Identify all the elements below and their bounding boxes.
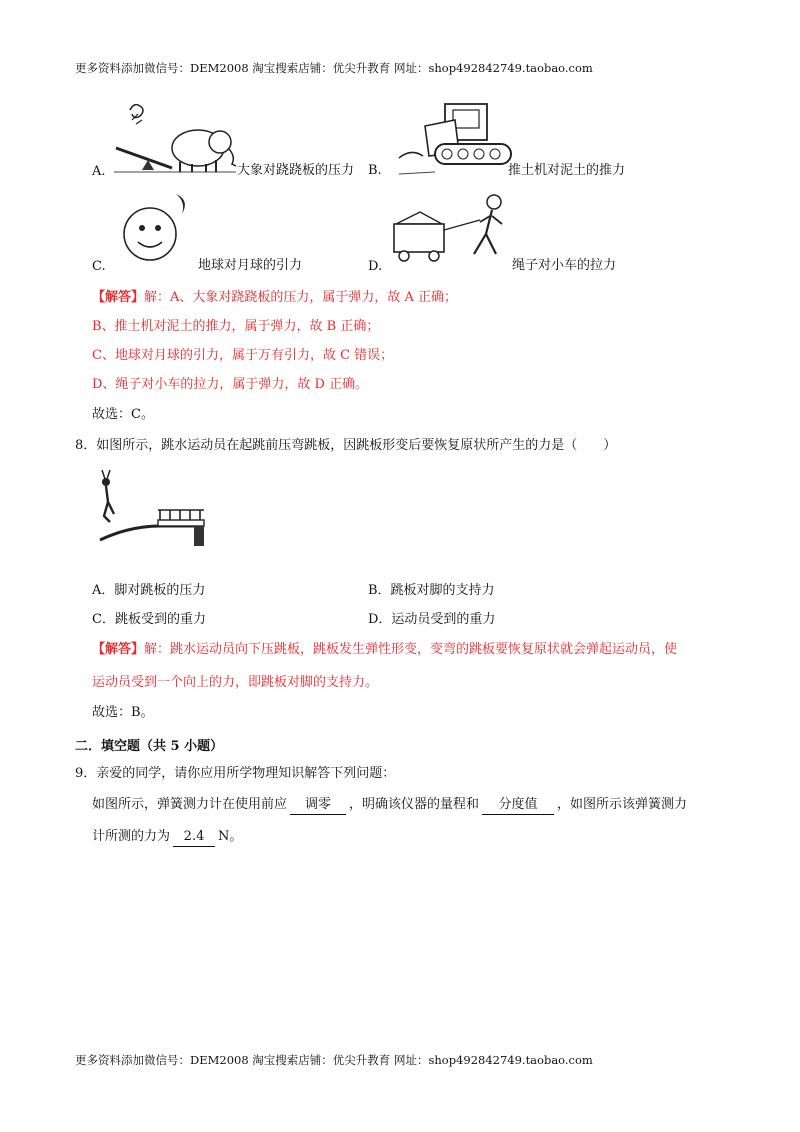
answer-label: 【解答】 xyxy=(92,642,145,657)
q7-answer-line-2: B、推土机对泥土的推力，属于弹力，故 B 正确； xyxy=(92,319,380,334)
q7-option-d-letter: D. xyxy=(368,259,383,274)
q9-line-1: 如图所示，弹簧测力计在使用前应 调零 ，明确该仪器的量程和 分度值 ，如图所示该弹簧测力 xyxy=(92,796,687,815)
q7-answer-line-3: C、地球对月球的引力，属于万有引力，故 C 错误； xyxy=(92,348,394,363)
q8-option-c: C．跳板受到的重力 xyxy=(92,612,206,627)
q7-answer-line-4: D、绳子对小车的拉力，属于弹力，故 D 正确。 xyxy=(92,377,369,392)
answer-label: 【解答】 xyxy=(92,290,145,305)
q7-option-c-letter: C. xyxy=(92,259,106,274)
elephant-seesaw-figure xyxy=(112,98,240,178)
q7-option-a-text: 大象对跷跷板的压力 xyxy=(237,163,355,178)
page-footer: 更多资料添加微信号：DEM2008 淘宝搜索店铺：优尖升教育 网址：shop492842749.taobao.com xyxy=(75,1053,593,1067)
q7-answer-line-1: 【解答】解：A、大象对跷跷板的压力，属于弹力，故 A 正确； xyxy=(92,290,458,305)
q8-stem: 8．如图所示，跳水运动员在起跳前压弯跳板，因跳板形变后要恢复原状所产生的力是（ ） xyxy=(75,438,617,453)
q7-option-b-text: 推土机对泥土的推力 xyxy=(508,163,626,178)
blank-2: 分度值 xyxy=(482,796,554,815)
q7-option-a-letter: A. xyxy=(92,164,106,179)
section-title: 二．填空题（共 5 小题） xyxy=(75,739,224,754)
q7-option-d-text: 绳子对小车的拉力 xyxy=(512,258,617,273)
diving-board-figure xyxy=(98,470,210,548)
q7-choice: 故选：C。 xyxy=(92,407,154,422)
bulldozer-figure xyxy=(395,96,515,184)
q8-choice: 故选：B。 xyxy=(92,705,154,720)
q9-stem: 9．亲爱的同学，请你应用所学物理知识解答下列问题： xyxy=(75,766,396,781)
blank-1: 调零 xyxy=(290,796,346,815)
cart-pull-figure xyxy=(390,190,518,272)
q7-option-b-letter: B. xyxy=(368,163,382,178)
q8-option-a: A．脚对跳板的压力 xyxy=(92,583,206,598)
q8-option-b: B．跳板对脚的支持力 xyxy=(368,583,495,598)
q8-option-d: D．运动员受到的重力 xyxy=(368,612,496,627)
q9-line-2: 计所测的力为 2.4 N。 xyxy=(92,828,242,847)
page-header: 更多资料添加微信号：DEM2008 淘宝搜索店铺：优尖升教育 网址：shop492842749.taobao.com xyxy=(75,61,593,75)
earth-moon-figure xyxy=(118,188,198,268)
blank-3: 2.4 xyxy=(173,828,215,847)
q7-option-c-text: 地球对月球的引力 xyxy=(198,258,303,273)
q8-answer-line-1: 【解答】解：跳水运动员向下压跳板，跳板发生弹性形变，变弯的跳板要恢复原状就会弹起运动员，使 xyxy=(92,642,678,657)
q8-answer-line-2: 运动员受到一个向上的力，即跳板对脚的支持力。 xyxy=(92,675,379,690)
